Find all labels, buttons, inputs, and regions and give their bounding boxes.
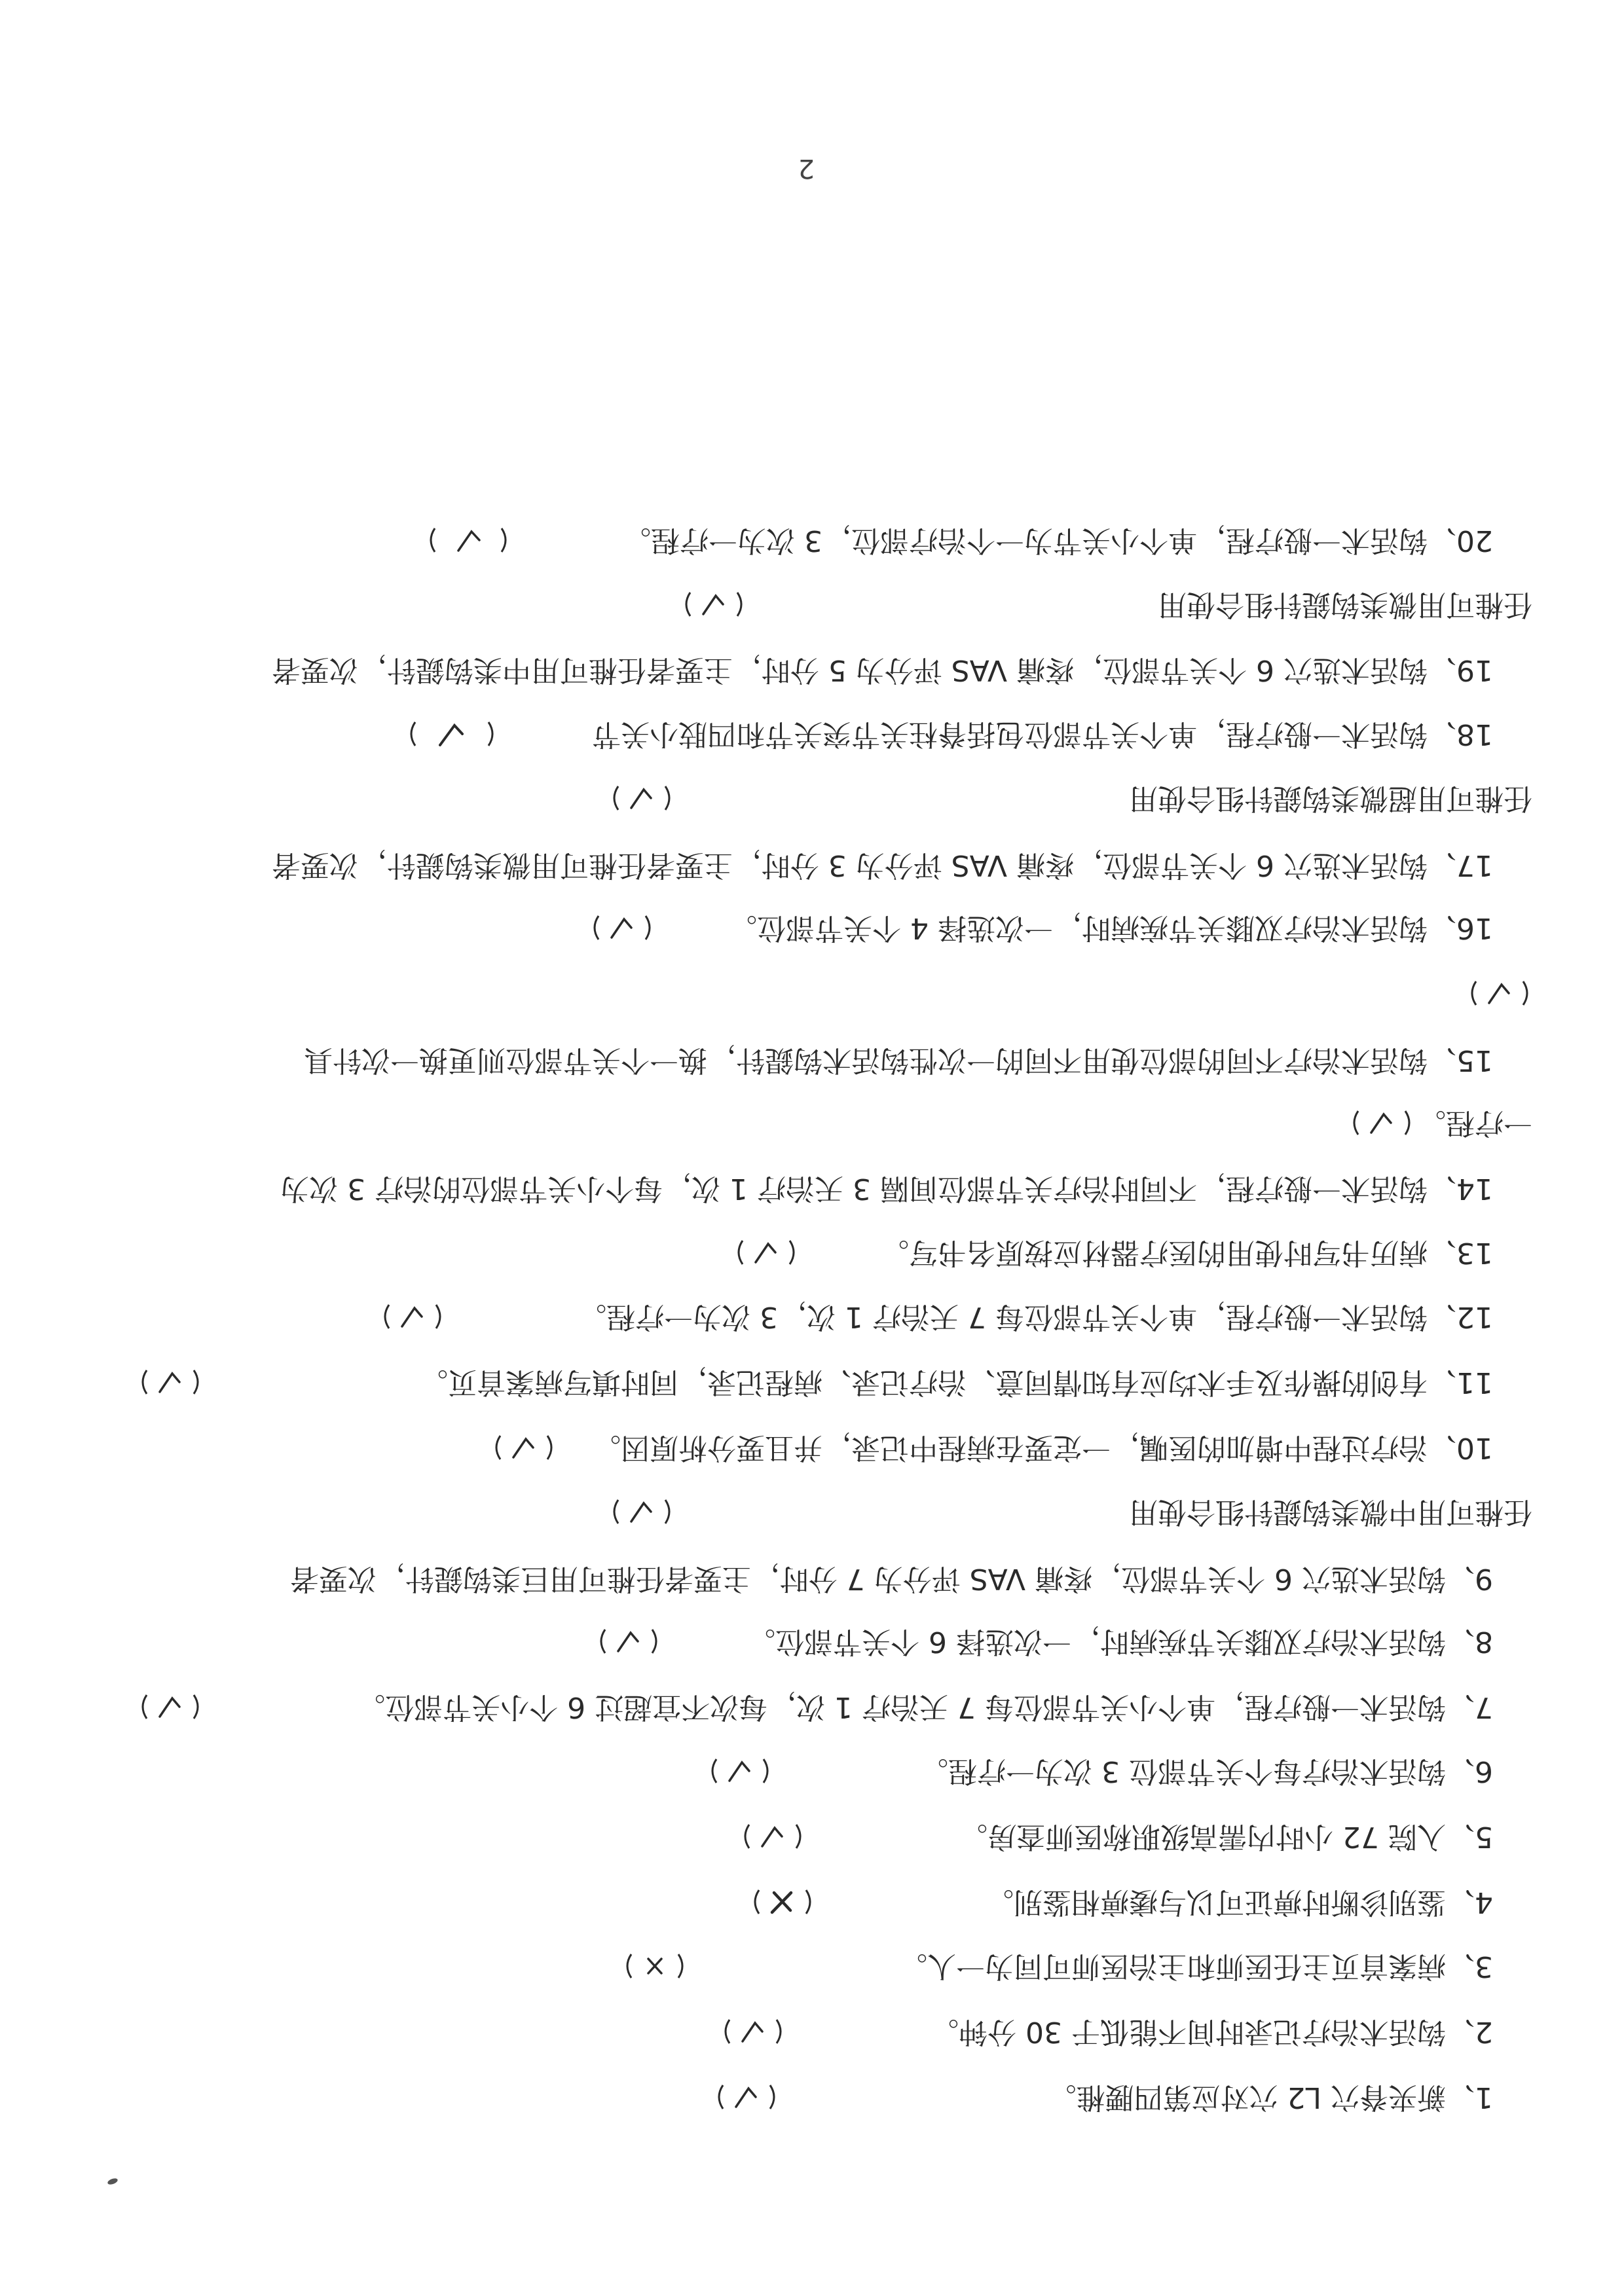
item-15-text: 15、钩活术治疗不同的部位使用不同的一次性钩活术钩鍉针，换一个关节部位则更换一次针具 [304, 1044, 1493, 1077]
check-mark [714, 2081, 779, 2113]
item-3-text: 3、病案首页主任医师和主治医师可同为一人。 [898, 1950, 1493, 1983]
list-item [596, 1626, 1493, 1657]
check-mark [609, 782, 674, 814]
list-item [426, 524, 1493, 556]
list-item [196, 1564, 1493, 1593]
check-mark [681, 589, 747, 620]
item-14-continuation: 一疗程。 [1417, 1106, 1532, 1140]
list-item [733, 1237, 1493, 1268]
list-item [750, 1886, 1493, 1918]
scan-speck [107, 2178, 119, 2186]
list-item-continuation [1467, 977, 1532, 1009]
item-11-text: 11、有创的操作及手术均应有知情同意、治疗记录、病程记录，同时填写病案首页。 [419, 1366, 1493, 1399]
list-item-continuation [681, 589, 1532, 620]
check-mark [1349, 1107, 1414, 1139]
list-item-continuation [609, 782, 1532, 814]
item-18-text: 18、钩活术一般疗程，单个关节部位包括脊柱关节突关节和四肢小关节 [592, 718, 1493, 751]
list-item [589, 912, 1493, 943]
list-item-continuation [1349, 1107, 1532, 1139]
check-mark [589, 912, 655, 943]
list-item-continuation [609, 1496, 1532, 1527]
item-13-text: 13、病历书写时使用的医疗器材应按原名书写。 [880, 1236, 1493, 1269]
check-mark [491, 1432, 557, 1463]
list-item [138, 1691, 1493, 1722]
item-16-text: 16、钩活术治疗双膝关节疾病时，一次选择 4 个关节部位。 [728, 911, 1493, 945]
list-item [714, 2081, 1493, 2113]
item-1-text: 1、新夹脊穴 L2 穴对应第四腰椎。 [1047, 2081, 1493, 2114]
list-item [196, 848, 1493, 882]
list-item [491, 1432, 1493, 1463]
list-item [196, 1044, 1493, 1077]
list-item [196, 653, 1493, 687]
item-2-text: 2、钩活术治疗记录时间不能低于 30 分钟。 [930, 2015, 1493, 2049]
item-9-text: 9、钩活术选穴 6 个关节部位，疼痛 VAS 评分为 7 分时，主要者任椎可用巨类钩鍉针，次要者 [289, 1562, 1493, 1595]
item-10-text: 10、治疗过程中增加的医嘱，一定要在病程中记录，并且要分析原因。 [592, 1431, 1493, 1465]
item-17-continuation: 任椎可用超微类钩鍉针组合使用 [1129, 782, 1532, 815]
item-7-text: 7、钩活术一般疗程，单个小关节部位每 7 天治疗 1 次，每次不宜超过 6 个小关节部位。 [356, 1690, 1493, 1724]
check-mark [720, 2016, 786, 2047]
item-17-text: 17、钩活术选穴 6 个关节部位，疼痛 VAS 评分为 3 分时，主要者任椎可用微类钩鍉针，次要者 [271, 848, 1493, 882]
list-item [740, 1821, 1493, 1852]
check-mark [740, 1821, 805, 1852]
item-19-text: 19、钩活术选穴 6 个关节部位，疼痛 VAS 评分为 5 分时，主要者任椎可用中类钩鍉针，次要者 [271, 653, 1493, 687]
item-8-text: 8、钩活术治疗双膝关节疾病时，一次选择 6 个关节部位。 [747, 1625, 1493, 1658]
cross-mark [622, 1950, 688, 1982]
item-12-text: 12、钩活术一般疗程，单个关节部位每 7 天治疗 1 次，3 次为一疗程。 [578, 1300, 1493, 1334]
check-mark [380, 1301, 445, 1332]
check-mark [609, 1496, 674, 1527]
item-14-text: 14、钩活术一般疗程，不同时治疗关节部位间隔 3 天治疗 1 次，每个小关节部位的治疗 3 次为 [280, 1172, 1493, 1205]
check-mark [1467, 977, 1532, 1009]
check-mark [138, 1691, 203, 1722]
check-mark [733, 1237, 799, 1268]
check-mark [138, 1366, 203, 1398]
list-item [138, 1366, 1493, 1398]
check-mark [707, 1755, 773, 1787]
item-6-text: 6、钩活术治疗每个关节部位 3 次为一疗程。 [919, 1755, 1493, 1788]
item-4-text: 4、鉴别诊断时痹证可以与痿痹相鉴别。 [985, 1886, 1493, 1919]
list-item [622, 1950, 1493, 1982]
check-mark [596, 1626, 661, 1657]
list-item [380, 1301, 1493, 1332]
item-5-text: 5、入院 72 小时内需高级职称医师查房。 [959, 1820, 1493, 1853]
page-number: 2 [798, 153, 815, 183]
item-20-text: 20、钩活术一般疗程，单个小关节为一个治疗部位，3 次为一疗程。 [622, 524, 1493, 557]
check-mark [406, 718, 498, 750]
list-item [196, 1174, 1493, 1203]
list-item [707, 1755, 1493, 1787]
list-item [720, 2016, 1493, 2047]
check-mark [426, 524, 511, 556]
cross-mark [750, 1886, 815, 1918]
item-19-continuation: 任椎可用微类钩鍉针组合使用 [1158, 588, 1532, 621]
list-item [406, 718, 1493, 750]
item-9-continuation: 任椎可用中微类钩鍉针组合使用 [1129, 1495, 1532, 1529]
